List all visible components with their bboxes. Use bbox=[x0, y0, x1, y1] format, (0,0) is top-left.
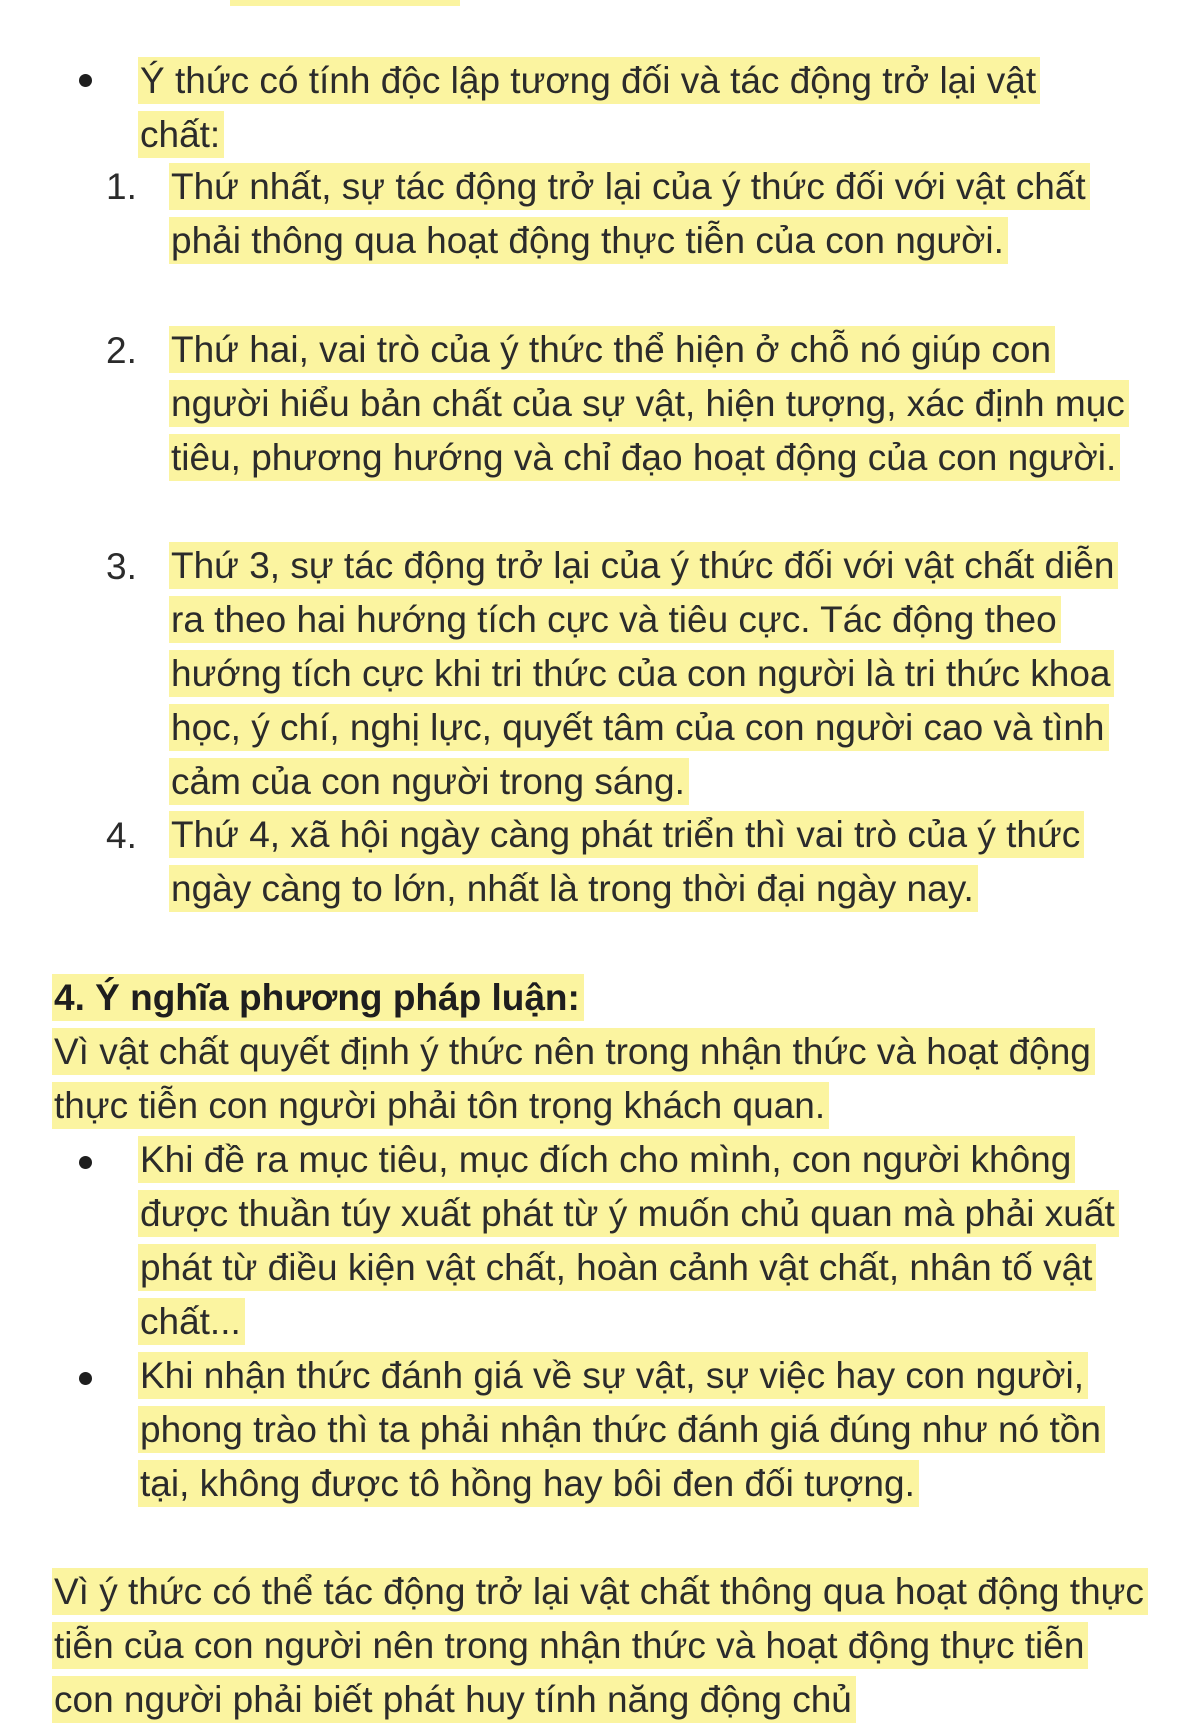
bullet-item-consciousness: Ý thức có tính độc lập tương đối và tác động trở lại vật chất: bbox=[138, 54, 1118, 162]
bullet-item-goals: Khi đề ra mục tiêu, mục đích cho mình, con người không được thuần túy xuất phát từ ý muốn chủ quan mà phải xuất phát từ điều kiện vật chất, hoàn cảnh vật chất, nhân tố vật chất... bbox=[138, 1133, 1148, 1349]
list-item-3: Thứ 3, sự tác động trở lại của ý thức đối với vật chất diễn ra theo hai hướng tích cực và tiêu cực. Tác động theo hướng tích cực khi tri thức của con người là tri thức khoa học, ý chí, nghị lực, quyết tâm của con người cao và tình cảm của con người trong sáng. bbox=[169, 539, 1129, 809]
top-highlight-fragment bbox=[230, 0, 460, 6]
list-item-2: Thứ hai, vai trò của ý thức thể hiện ở chỗ nó giúp con người hiểu bản chất của sự vật, hiện tượng, xác định mục tiêu, phương hướng và chỉ đạo hoạt động của con người. bbox=[169, 323, 1149, 485]
list-item-4: Thứ 4, xã hội ngày càng phát triển thì vai trò của ý thức ngày càng to lớn, nhất là trong thời đại ngày nay. bbox=[169, 808, 1149, 916]
bullet-dot bbox=[79, 74, 92, 87]
list-number: 2. bbox=[106, 330, 137, 371]
bullet-item-evaluation: Khi nhận thức đánh giá về sự vật, sự việc hay con người, phong trào thì ta phải nhận thức đánh giá đúng như nó tồn tại, không được tô hồng hay bôi đen đối tượng. bbox=[138, 1349, 1148, 1511]
list-item-1: Thứ nhất, sự tác động trở lại của ý thức đối với vật chất phải thông qua hoạt động thực tiễn của con người. bbox=[169, 160, 1129, 268]
bullet-dot bbox=[79, 1156, 92, 1169]
bullet-dot bbox=[79, 1372, 92, 1385]
list-number: 4. bbox=[106, 815, 137, 856]
closing-paragraph: Vì ý thức có thể tác động trở lại vật chất thông qua hoạt động thực tiễn của con người nên trong nhận thức và hoạt động thực tiễn con người phải biết phát huy tính năng động chủ bbox=[52, 1565, 1152, 1727]
list-number: 1. bbox=[106, 166, 137, 207]
intro-paragraph: Vì vật chất quyết định ý thức nên trong nhận thức và hoạt động thực tiễn con người phải tôn trọng khách quan. bbox=[52, 1025, 1112, 1133]
list-number: 3. bbox=[106, 546, 137, 587]
section-heading: 4. Ý nghĩa phương pháp luận: bbox=[52, 971, 1052, 1025]
